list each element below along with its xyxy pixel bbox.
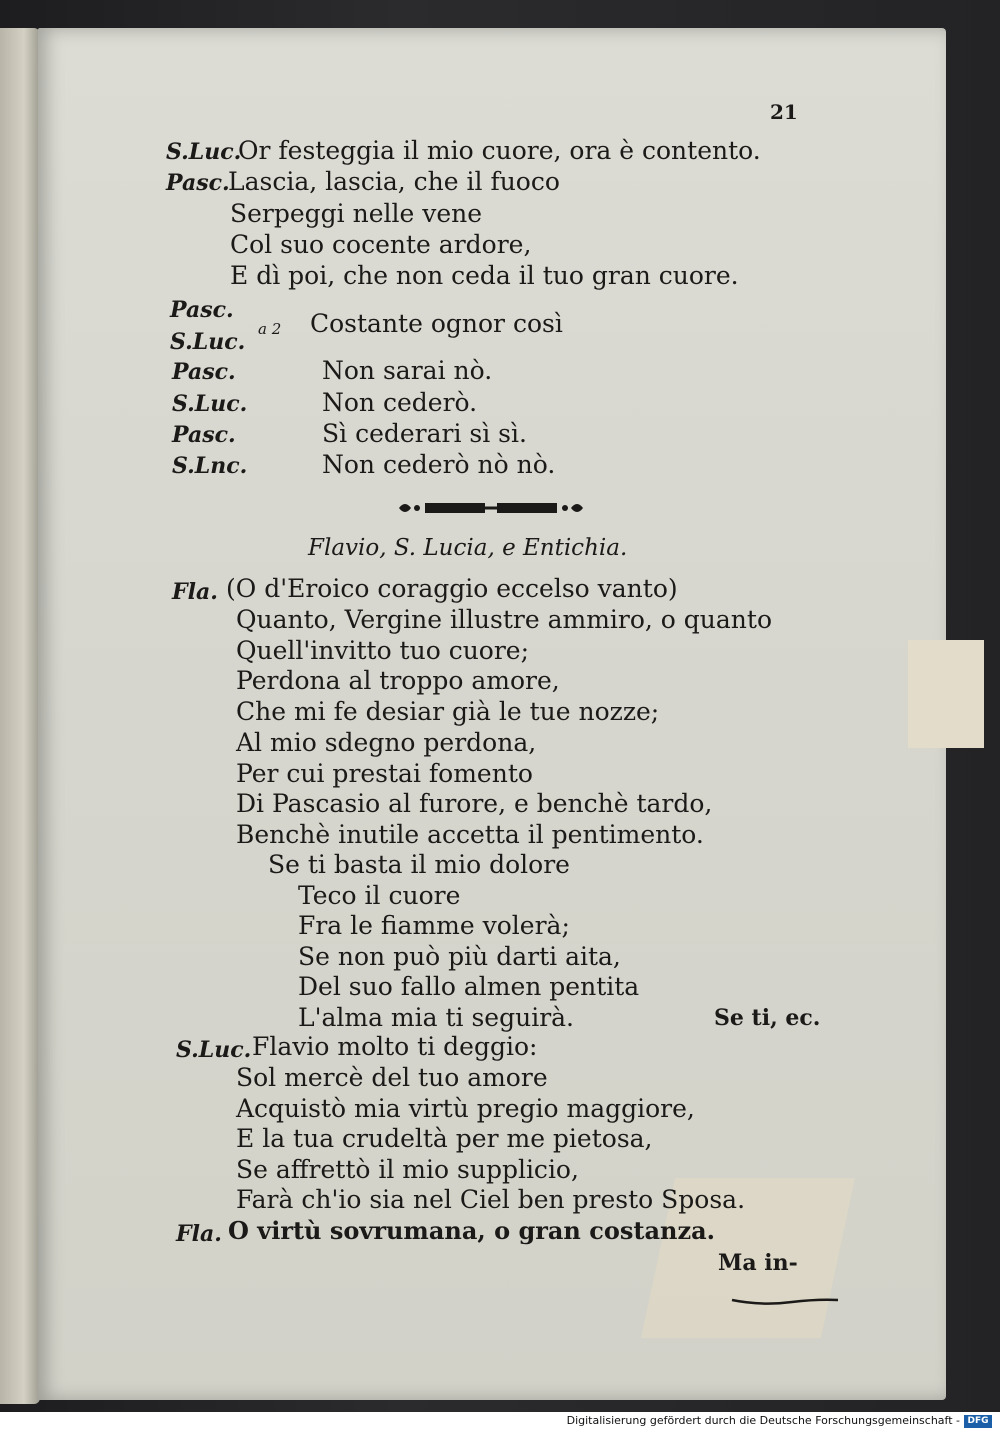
- verse-line: Per cui prestai fomento: [236, 759, 533, 788]
- verse-line: E dì poi, che non ceda il tuo gran cuore.: [230, 261, 739, 290]
- page-number: 21: [770, 100, 798, 124]
- aria-repeat: Se ti, ec.: [714, 1005, 821, 1031]
- verse-line: Sol mercè del tuo amore: [236, 1063, 548, 1092]
- speaker-label: Pasc.: [166, 170, 230, 196]
- printer-ornament: [395, 497, 587, 519]
- verse-line: O virtù sovrumana, o gran costanza.: [228, 1216, 715, 1245]
- aria-line: L'alma mia ti seguirà.: [298, 1003, 575, 1032]
- verse-line: E la tua crudeltà per me pietosa,: [236, 1124, 653, 1153]
- verse-line: Al mio sdegno perdona,: [236, 728, 537, 757]
- duet-marker: a 2: [258, 320, 282, 338]
- aria-line: Se ti basta il mio dolore: [268, 850, 570, 879]
- scene-heading: Flavio, S. Lucia, e Entichia.: [308, 535, 628, 561]
- verse-line: Non sarai nò.: [322, 356, 493, 385]
- verse-line: Benchè inutile accetta il pentimento.: [236, 820, 704, 849]
- verse-line: (O d'Eroico coraggio eccelso vanto): [226, 574, 678, 603]
- footer-bar: [0, 1412, 1000, 1432]
- verse-line: Or festeggia il mio cuore, ora è contento.: [238, 136, 761, 165]
- ink-stroke: [730, 1290, 840, 1310]
- speaker-label: S.Luc.: [176, 1037, 252, 1063]
- verse-line: Non cederò.: [322, 388, 478, 417]
- aria-line: Fra le fiamme volerà;: [298, 911, 570, 940]
- verse-line: Quanto, Vergine illustre ammiro, o quanto: [236, 605, 773, 634]
- verse-line: Serpeggi nelle vene: [230, 199, 483, 228]
- aria-line: Se non può più darti aita,: [298, 942, 621, 971]
- speaker-label: Pasc.: [172, 359, 236, 385]
- duet-speaker-top: Pasc.: [170, 297, 234, 323]
- verse-line: Sì cederari sì sì.: [322, 419, 527, 448]
- paper-repair-patch: [908, 640, 984, 748]
- speaker-label: S.Lnc.: [172, 453, 248, 479]
- verse-line: Lascia, lascia, che il fuoco: [228, 167, 560, 196]
- verse-line: Di Pascasio al furore, e benchè tardo,: [236, 789, 713, 818]
- speaker-label: S.Luc.: [172, 391, 248, 417]
- funding-notice: Digitalisierung gefördert durch die Deutsche Forschungsgemeinschaft -: [566, 1414, 960, 1427]
- verse-line: Se affrettò il mio supplicio,: [236, 1155, 579, 1184]
- verse-line: Perdona al troppo amore,: [236, 666, 560, 695]
- facing-page-edge: [0, 28, 40, 1404]
- duet-speaker-bottom: S.Luc.: [170, 329, 246, 355]
- verse-line: Quell'invitto tuo cuore;: [236, 636, 530, 665]
- catchword: Ma in-: [718, 1250, 798, 1276]
- verse-line: Col suo cocente ardore,: [230, 230, 532, 259]
- speaker-label: S.Luc.: [166, 139, 242, 165]
- aria-line: Teco il cuore: [298, 881, 461, 910]
- aria-line: Del suo fallo almen pentita: [298, 972, 640, 1001]
- verse-line: Costante ognor così: [310, 309, 563, 338]
- dfg-logo: DFG: [964, 1415, 992, 1428]
- speaker-label: Fla.: [172, 579, 218, 605]
- speaker-label: Fla.: [176, 1221, 222, 1247]
- verse-line: Acquistò mia virtù pregio maggiore,: [236, 1094, 695, 1123]
- verse-line: Farà ch'io sia nel Ciel ben presto Sposa.: [236, 1185, 746, 1214]
- verse-line: Che mi fe desiar già le tue nozze;: [236, 697, 660, 726]
- verse-line: Non cederò nò nò.: [322, 450, 556, 479]
- speaker-label: Pasc.: [172, 422, 236, 448]
- verse-line: Flavio molto ti deggio:: [252, 1032, 538, 1061]
